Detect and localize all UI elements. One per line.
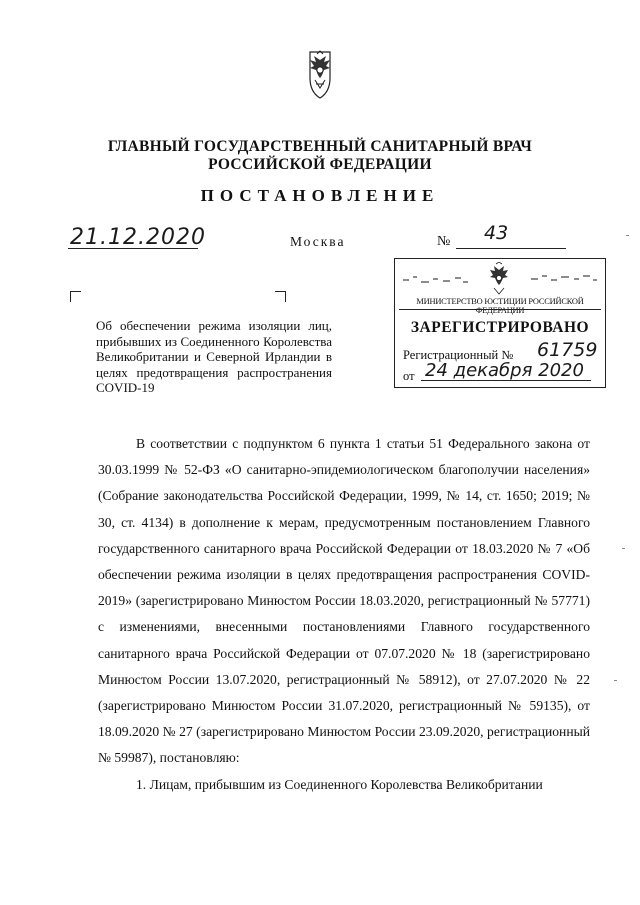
subject-corner-right xyxy=(275,291,286,302)
stamp-divider xyxy=(399,309,601,310)
document-body xyxy=(98,431,590,798)
stamp-texture-right xyxy=(529,271,599,285)
document-subject: Об обеспечении режима изоляции лиц, прибывших из Соединенного Королевства Великобритании и Северной Ирландии в целях предотвращения распространения COVID-19 xyxy=(96,318,332,396)
scan-speck xyxy=(626,235,629,236)
number-underline xyxy=(456,248,566,249)
stamp-reg-label: Регистрационный № xyxy=(403,348,514,362)
registration-stamp xyxy=(394,258,606,388)
stamp-date-underline xyxy=(421,380,591,381)
stamp-ministry: МИНИСТЕРСТВО ЮСТИЦИИ РОССИЙСКОЙ ФЕДЕРАЦИИ xyxy=(416,297,584,315)
body-paragraph-2: 1. Лицам, прибывшим из Соединенного Королевства Великобритании xyxy=(136,776,543,792)
issuer-title-line1: ГЛАВНЫЙ ГОСУДАРСТВЕННЫЙ САНИТАРНЫЙ ВРАЧ xyxy=(107,138,533,155)
russian-coat-of-arms-icon xyxy=(296,50,344,100)
date-underline xyxy=(68,248,198,249)
document-type: ПОСТАНОВЛЕНИЕ xyxy=(200,186,440,205)
scan-speck xyxy=(622,548,625,549)
scan-speck xyxy=(614,680,617,681)
stamp-reg-number: 61759 xyxy=(537,339,598,361)
stamp-date-prefix: от xyxy=(403,369,415,383)
stamp-date: 24 декабря 2020 xyxy=(425,360,584,381)
body-paragraph-1: В соответствии с подпунктом 6 пункта 1 статьи 51 Федерального закона от 30.03.1999 № 52-ФЗ «О санитарно-эпидемиологическом благополучии населения» (Собрание законодательства Российской Федерации, 1999, № 14, ст. 1650; 2019; № 30, ст. 4134) в дополнение к мерам, предусмотренным постановлением Главного государственного санитарного врача Российской Федерации от 18.03.2020 № 7 «Об обеспечении режима изоляции в целях предотвращения распространения COVID-2019» (зарегистрировано Минюстом России 18.03.2020, регистрационный № 57771) с изменениями, внесенными постановлениями Главного государственного санитарного врача Российской Федерации от 07.07.2020 № 18 (зарегистрировано Минюстом России 13.07.2020, регистрационный № 58912), от 27.07.2020 № 22 (зарегистрировано Минюстом России 31.07.2020, регистрационный № 59135), от 18.09.2020 № 27 (зарегистрировано Минюстом России 23.09.2020, регистрационный № 59987), постановляю: xyxy=(98,436,590,766)
stamp-registered: ЗАРЕГИСТРИРОВАНО xyxy=(410,319,590,336)
subject-corner-left xyxy=(70,291,81,302)
issuer-title-line2: РОССИЙСКОЙ ФЕДЕРАЦИИ xyxy=(208,156,432,173)
stamp-emblem-icon xyxy=(481,262,517,296)
document-number: 43 xyxy=(484,222,509,244)
document-date: 21.12.2020 xyxy=(70,225,206,250)
stamp-texture-left xyxy=(401,273,471,287)
number-label: № xyxy=(437,234,451,249)
document-city: Москва xyxy=(290,234,346,249)
